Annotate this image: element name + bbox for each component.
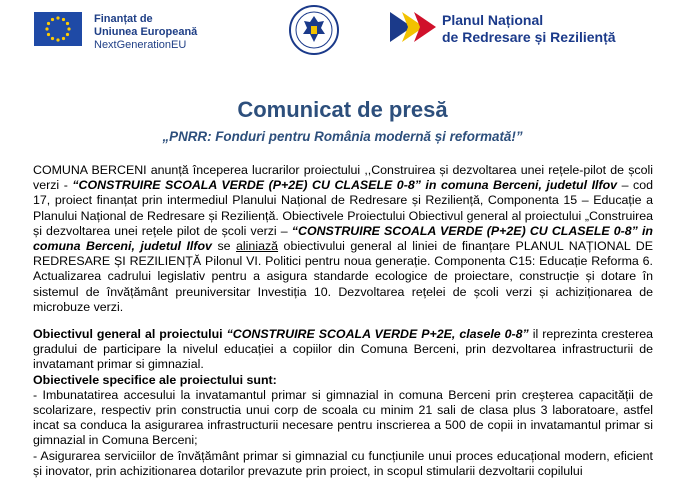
specific-objectives-heading: Obiectivele specifice ale proiectului sunt: [33,372,277,387]
pnrr-logo-line2: de Redresare și Reziliență [442,29,616,45]
intro-text-4: obiectivului general al liniei de finanțare PLANUL NAȚIONAL DE REDRESARE ȘI REZILIENȚĂ Pilonul VI. Politici pentru noua generație. Componenta C15: Educație Reforma 6. Actualizarea cadrului legislativ pentru a asigura standarde ecologice de proiectare, construcție și dotare în sistemul de învățământ preuniversitar Investiția 10. Dezvoltarea rețelei de școli verzi și achiziționarea de microbuze verzi. [33,239,653,314]
general-objective-paragraph [33,327,653,373]
intro-text-2: – cod 17, proiect finanțat prin intermediul Planului Național de Redresare și Reziliență, Componenta 15 – Educație a Planului Național de Redresare și Reziliență. Obiectivele Proiectului Obiectivul general al proiectului „Construirea și dezvoltarea unei rețele pilot de școli verzi – [33,178,653,238]
eu-logo-line2: Uniunea Europeană [94,26,198,38]
project-name-1: “CONSTRUIRE SCOALA VERDE (P+2E) CU CLASELE 0-8” in comuna Berceni, judetul Ilfov [72,178,618,193]
eu-logo-line3: NextGenerationEU [94,39,187,51]
intro-underlined-word: aliniază [236,239,279,254]
pnrr-arrow-icon [388,10,436,44]
project-name-2: “CONSTRUIRE SCOALA VERDE (P+2E) CU CLASELE 0-8” in comuna Berceni, judetul Ilfov [33,223,653,254]
objective-bullet-2: - Asigurarea serviciilor de învățământ primar si gimnazial cu funcțiunile unui proces educațional modern, eficient și inovator, prin achizitionarea dotarilor prevazute prin proiect, in scopul stimularii dezvoltarii copilului [33,448,653,478]
general-objective-label: Obiectivul general al proiectului [33,327,227,342]
intro-paragraph [33,163,653,315]
romanian-government-seal-icon [288,4,340,56]
intro-text-3: se [211,239,237,254]
project-name-3: “CONSTRUIRE SCOALA VERDE P+2E, clasele 0-8” [226,327,529,342]
eu-flag-icon [34,12,82,46]
intro-text-1: COMUNA BERCENI anunță începerea lucrarilor proiectului ,,Construirea și dezvoltarea unei rețele-pilot de școli verzi - [33,163,653,193]
eu-logo-line1: Finanțat de [94,13,153,25]
document-body [33,163,653,479]
header-logos [0,0,685,70]
general-objective-text: il reprezinta cresterea gradului de participare la nivelul educației a copiilor din Comuna Berceni, prin dezvoltarea infrastructurii de invatamant primar si gimnazial. [33,327,653,372]
objective-bullet-1: - Imbunatatirea accesului la invatamantul primar si gimnazial in comuna Berceni prin creșterea capacității de scolarizare, respectiv prin constructia unui corp de scoala cu minim 21 sali de clasa plus 3 laboratoare, astfel incat sa conduca la asigurarea infrastructurii necesare pentru inscrierea a 500 de copii in invatamantul primar si gimnazial in Comuna Berceni; [33,387,653,448]
page-subtitle: „PNRR: Fonduri pentru România modernă și reformată!” [162,129,523,144]
page-title: Comunicat de presă [237,97,448,122]
pnrr-logo-line1: Planul Național [442,12,544,28]
